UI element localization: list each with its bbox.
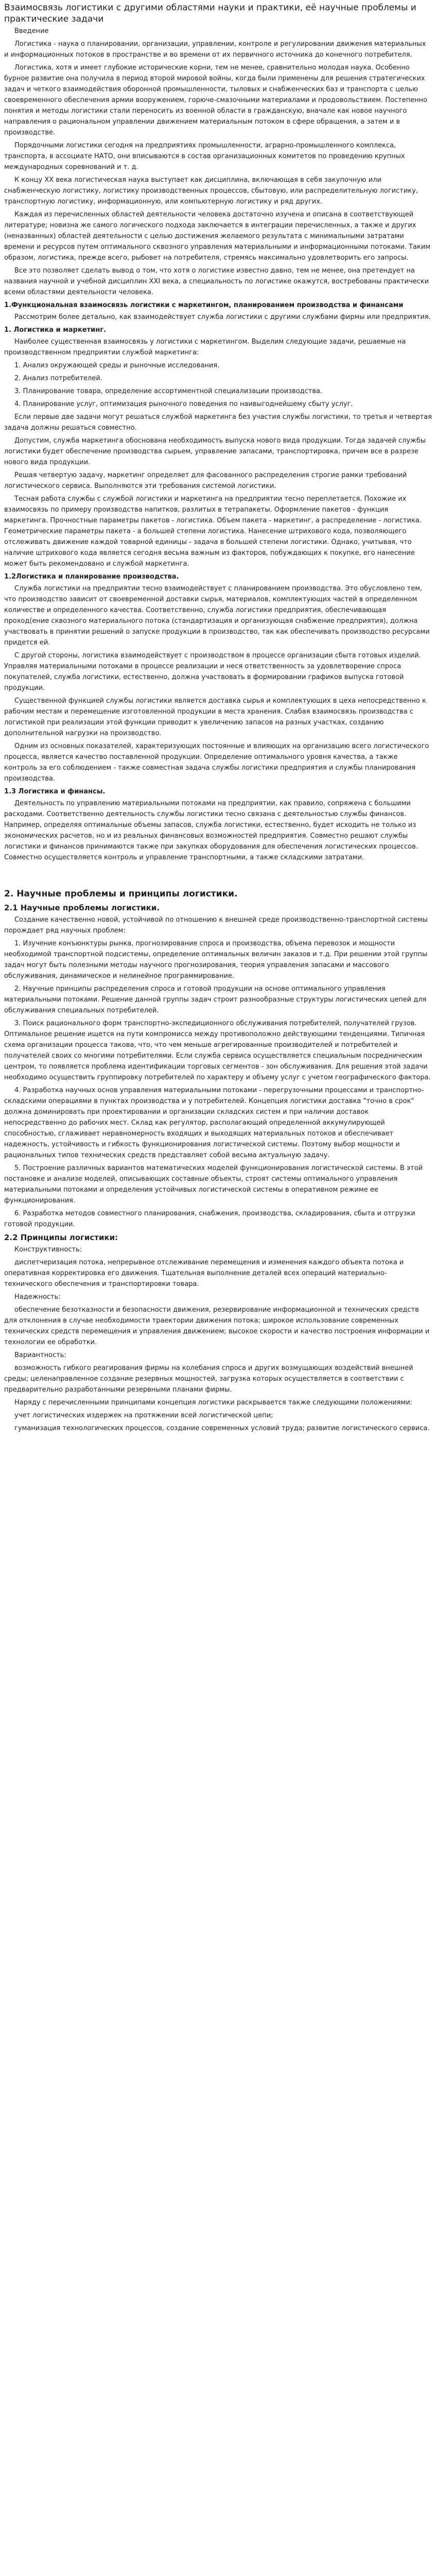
paragraph: К концу XX века логистическая наука выступает как дисциплина, включающая в себя закупочную или снабженческую логистику, логистику производственных процессов, сбытовую, или распределительную логистику, транспортную логистику, информационную, или компьютерную логистику и ряд других. <box>4 176 418 206</box>
paragraph: Логистика - наука о планировании, организации, управлении, контроле и регулировании движения материальных и информационных потоков в пространстве и во времени от их первичного источника до конечного потребителя. <box>4 40 426 59</box>
subsection-heading: 2.1 Научные проблемы логистики. <box>4 903 160 912</box>
document-body <box>4 26 432 1434</box>
paragraph: 2. Анализ потребителей. <box>14 375 102 382</box>
paragraph: Допустим, служба маркетинга обоснована необходимость выпуска нового вида продукции. Тогда задачей службы логистики будет обеспечение производства сырьем, управление запасами, транспортировка, причем все в разрезе нового вида продукции. <box>4 437 426 466</box>
paragraph: 3. Поиск рационального форм транспортно-экспедиционного обслуживания потребителей, получателей грузов. Оптимальное решение ищется на пути компромисса между противоположно действующими тенденциями. Типичная схема организации процесса такова, что, что чем меньше агрегированные производителей и потребителей и получателей своих со многими потребителями. Если служба сервиса осуществляется специальным посредническим центром, то появляется проблема идентификации торговых сегментов - зон обслуживания. Для решения этой задачи необходимо осуществить группировку потребителей по характеру и объему услуг с учетом географического фактора. <box>4 1020 431 1081</box>
paragraph: учет логистических издержек на протяжении всей логистической цепи; <box>14 1412 273 1419</box>
paragraph: Все это позволяет сделать вывод о том, что хотя о логистике известно давно, тем не менее, она претендует на названия научной и учебной дисциплин XXI века, а специальность по логистике окажутся, востребованы практически всеми областями деятельности человека. <box>4 267 429 296</box>
paragraph: Логистика, хотя и имеет глубокие исторические корни, тем не менее, сравнительно молодая наука. Особенно бурное развитие она получила в период второй мировой войны, когда были применены для решения стратегических задач и четкого взаимодействия оборонной промышленности, тыловых и снабженческих баз и транспорта с целью своевременного обеспечения армии вооружением, горюче-смазочными материалами и продовольствием. Постепенно понятия и методы логистики стали переносить из военной области в гражданскую, вначале как новое научного направления о рациональном управлении движением материальным потоком в сфере обращения, а затем и в производстве. <box>4 64 428 137</box>
paragraph: Рассмотрим более детально, как взаимодействует служба логистики с другими службами фирмы или предприятия. <box>14 313 431 321</box>
paragraph: С другой стороны, логистика взаимодействует с производством в процессе организации сбыта готовых изделий. Управляя материальными потоками в процессе реализации и неся ответственность за удовлетворение спроса покупателей, служба логистики, естественно, должна участвовать в формировании графиков выпуска готовой продукции. <box>4 652 421 692</box>
paragraph: гуманизация технологических процессов, создание современных условий труда; развитие логистического сервиса. <box>14 1425 430 1432</box>
paragraph: Если первые две задачи могут решаться службой маркетинга без участия службы логистики, то третья и четвертая задача должны решаться совместно. <box>4 413 432 432</box>
paragraph: Деятельность по управлению материальными потоками на предприятии, как правило, сопряжена с большими расходами. Соответственно деятельность службы логистики тесно связана с деятельностью службы финансов. Например, определяя оптимальные объемы запасов, служба логистики, естественно, будет исходить не только из экономических расчетов, но и из реальных финансовых возможностей предприятия. Совместно решают службы логистики и финансов принимаются также при закупках оборудования для обеспечения логистических процессов. Совместно осуществляется контроль и управление транспортными, а также складскими затратами. <box>4 800 418 861</box>
paragraph: 2. Научные принципы распределения спроса и готовой продукции на основе оптимального управления материальными потоками. Решение данной группы задач строит разнообразные структуры логистических цепей для обслуживания специальных потребителей. <box>4 985 427 1014</box>
paragraph: Вариантность: <box>14 1351 66 1359</box>
paragraph: 6. Разработка методов совместного планирования, снабжения, производства, складирования, сбыта и отгрузки готовой продукции. <box>4 1210 415 1228</box>
section-spacer <box>4 865 432 880</box>
section-heading: 1.2Логистика и планирование производства. <box>4 573 179 581</box>
paragraph: Одним из основных показателей, характеризующих постоянные и влияющих на организацию всего логистического процесса, является качество поставленной продукции. Определение оптимального уровня качества, а также контроль за его соблюдением - также совместная задача службы логистики предприятия и службы планирования производства. <box>4 742 429 783</box>
paragraph: Создание качественно новой, устойчивой по отношению к внешней среде производственно-транспортной системы порождает ряд научных проблем: <box>4 916 428 935</box>
paragraph: Каждая из перечисленных областей деятельности человека достаточно изучена и описана в соответствующей литературе; новизна же самого логического подхода заключается в интеграции перечисленных, а также и других (неназванных) областей деятельности с целью достижения желаемого результата с минимальными затратами времени и ресурсов путем оптимального сквозного управления материальными и информационными потоками. Таким образом, логистика, прежде всего, рыбовет на потребителя, стремясь максимально удовлетворить его запросы. <box>4 211 431 262</box>
paragraph: диспетчеризация потока, непрерывное отслеживание перемещения и изменения каждого объекта потока и оперативная корректировка его движения. Тщательная выполнение деталей всех операций материально-технического обеспечения и транспортировки товара. <box>4 1259 404 1288</box>
paragraph: Тесная работа службы с службой логистики и маркетинга на предприятии тесно переплетается. Похожие их взаимосвязь по примеру производства напитков, разлитых в тетрапакеты. Оформление пакетов - функция маркетинга. Прочностные параметры пакетов - логистика. Объем пакета - маркетинг, а распределение - логистика. Геометрические параметры пакета - а большей степени логистика. Нанесение штрихового кода, позволяющего отслеживать движение каждой товарной единицы - задача в большей степени логистики. Однако, учитывая, что наличие штрихового кода является сегодня весьма важным из факторов, побуждающих к покупке, его нанесение может быть рекомендовано и службой маркетинга. <box>4 495 422 568</box>
paragraph: Наиболее существенная взаимосвязь у логистики с маркетингом. Выделим следующие задачи, решаемые на производственном предприятии службой маркетинга: <box>4 338 406 357</box>
paragraph: 4. Планирование услуг, оптимизация рыночного поведения по наивыгоднейшему сбыту услуг. <box>14 400 353 408</box>
paragraph: Надежность: <box>14 1293 61 1301</box>
paragraph: 1. Изучение конъюнктуры рынка, прогнозирование спроса и производства, объема перевозок и мощности необходимой транспортной подсистемы, определение оптимальных величин заказов и т.д. При решении этой группы задач могут быть полезными методы научного прогнозирования, теория управления запасами и массового обслуживания, динамическое и нелинейное программирование. <box>4 940 428 980</box>
paragraph: 3. Планирование товара, определение ассортиментной специализации производства. <box>14 387 323 395</box>
paragraph: 4. Разработка научных основ управления материальными потоками - перегрузочными процессами и транспортно-складскими операциями в пунктах производства и у потребителей. Концепция логистики доставка "точно в срок" должна доминировать при проектировании и организации складских систем и при наличии доставок непосредственно до рабочих мест. Склад как регулятор, располагающий определенной аккумулирующей способностью, сглаживает неравномерность входящих и выходящих материальных потоков и обеспечивает надежность, устойчивость и гибкость функционирования логистической системы. Поэтому выбор мощности и рациональных типов технических средств представляет собой весьма актуальную задачу. <box>4 1087 424 1159</box>
paragraph: 5. Построение различных вариантов математических моделей функционирования логистической системы. В этой постановке и анализе моделей, описывающих составные объекты, строят системы оптимального управления материальными потоками и определения устойчивых логистической системы в оперативном режиме ее функционирования. <box>4 1164 423 1205</box>
paragraph: Решая четвертую задачу, маркетинг определяет для фасованного распределения строгие рамки требований логистического сервиса. Выполняются эти требования системой логистики. <box>4 471 407 490</box>
paragraph: 1. Анализ окружающей среды и рыночные исследования. <box>14 362 220 369</box>
paragraph: Существенной функцией службы логистики является доставка сырья и комплектующих в цеха непосредственно к рабочим местам и перемещение изготовленной продукции в места хранения. Слабая взаимосвязь производства с логистикой при реализации этой функции приводит к увеличению запасов на разных участках, созданию дополнительной нагрузки на производство. <box>4 697 426 737</box>
section-heading: 1. Логистика и маркетинг. <box>4 326 106 334</box>
document-title: Взаимосвязь логистики с другими областями науки и практики, её научные проблемы и практические задачи <box>4 3 416 24</box>
section-heading: 1.Функциональная взаимосвязь логистики с маркетингом, планированием производства и финансами <box>4 301 404 309</box>
paragraph: Наряду с перечисленными принципами концепция логистики раскрывается также следующими положениями: <box>14 1399 413 1406</box>
paragraph: Введение <box>14 27 49 35</box>
subsection-heading: 2.2 Принципы логистики: <box>4 1233 118 1242</box>
chapter-heading: 2. Научные проблемы и принципы логистики. <box>4 889 238 899</box>
section-heading: 1.3 Логистика и финансы. <box>4 788 106 795</box>
paragraph: возможность гибкого реагирования фирмы на колебания спроса и других возмущающих воздействий внешней среды; целенаправленное создание резервных мощностей, загрузка которых осуществляется в соответствии с предварительно разработанными резервными планами фирмы. <box>4 1364 413 1394</box>
paragraph: Служба логистики на предприятии тесно взаимодействует с планированием производства. Это обусловлено тем, что производство зависит от своевременной доставки сырья, материалов, комплектующих частей в определенном количестве и определенного качества. Соответственно, служба логистики предприятия, обеспечивающая проход(ение сквозного материального потока (стандартизация и организующая снабжение предприятия), должна участвовать в принятии решений о запуске продукции в производство, так как обеспечивать производство ресурсами придется ей. <box>4 585 430 647</box>
paragraph: обеспечение безотказности и безопасности движения, резервирование информационной и технических средств для отклонения в случае необходимости траектории движения потока; широкое использование современных технических средств перемещения и управления движением; высокое скорости и качество построения информации и технологии ее обработки. <box>4 1306 430 1346</box>
paragraph: Конструктивность: <box>14 1246 82 1253</box>
paragraph: Порядочными логистики сегодня на предприятиях промышленности, аграрно-промышленного комплекса, транспорта, в ассоциате НАТО, они вписываются в состав организационных комитетов по проведению крупных международных соревнований и т. д. <box>4 142 405 171</box>
